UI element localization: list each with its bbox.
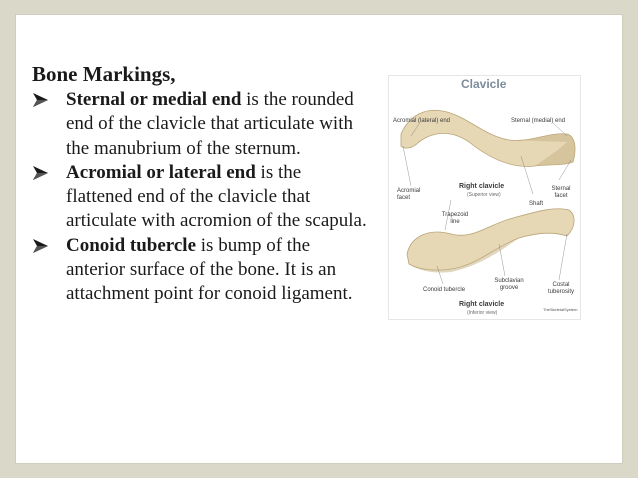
label-right-clavicle-inferior: Right clavicle [459, 301, 505, 308]
label-costal-tuberosity: Costal tuberosity [547, 282, 574, 295]
bullet-text: is bump of the anterior surface of the bone. It is an attachment point for conoid ligament. [66, 234, 353, 305]
bullet-term: Acromial or lateral end [66, 161, 256, 183]
watermark-logo: TheSkeletalSystem [543, 307, 578, 312]
bullet-term: Conoid tubercle [66, 234, 197, 256]
arrow-bullet-icon [32, 237, 50, 255]
label-inferior-view: (Inferior view) [467, 310, 498, 316]
label-sternal-end: Sternal (medial) end [511, 118, 566, 124]
label-sternal-facet: Sternal facet [551, 186, 571, 199]
clavicle-figure [388, 75, 581, 320]
text-content [32, 62, 372, 307]
figure-title: Clavicle [461, 77, 507, 91]
bullet-item-acromial-end [32, 161, 372, 234]
clavicle-inferior-view-bone [407, 209, 574, 270]
bullet-term: Sternal or medial end [66, 89, 242, 110]
label-right-clavicle-superior: Right clavicle [459, 183, 505, 190]
bullet-text: is the rounded end of the clavicle that articulate with the manubrium of the sternum. [66, 89, 354, 159]
arrow-bullet-icon [32, 91, 50, 109]
label-acromial-end: Acromial (lateral) end [393, 118, 451, 124]
bullet-item-sternal-end [32, 88, 372, 161]
label-shaft: Shaft [529, 201, 544, 207]
arrow-bullet-icon [32, 164, 50, 182]
slide-heading: Bone Markings, [32, 62, 176, 86]
label-superior-view: (Superior view) [467, 192, 501, 198]
slide [16, 15, 622, 463]
bullet-text: is the flattened end of the clavicle that articulate with acromion of the scapula. [66, 161, 367, 232]
label-subclavian-groove: Subclavian groove [494, 278, 524, 291]
label-conoid-tubercle: Conoid tubercle [423, 287, 466, 293]
label-trapezoid-line: Trapezoid line [441, 212, 469, 225]
label-acromial-facet: Acromial facet [397, 188, 421, 201]
bullet-item-conoid-tubercle [32, 234, 372, 307]
